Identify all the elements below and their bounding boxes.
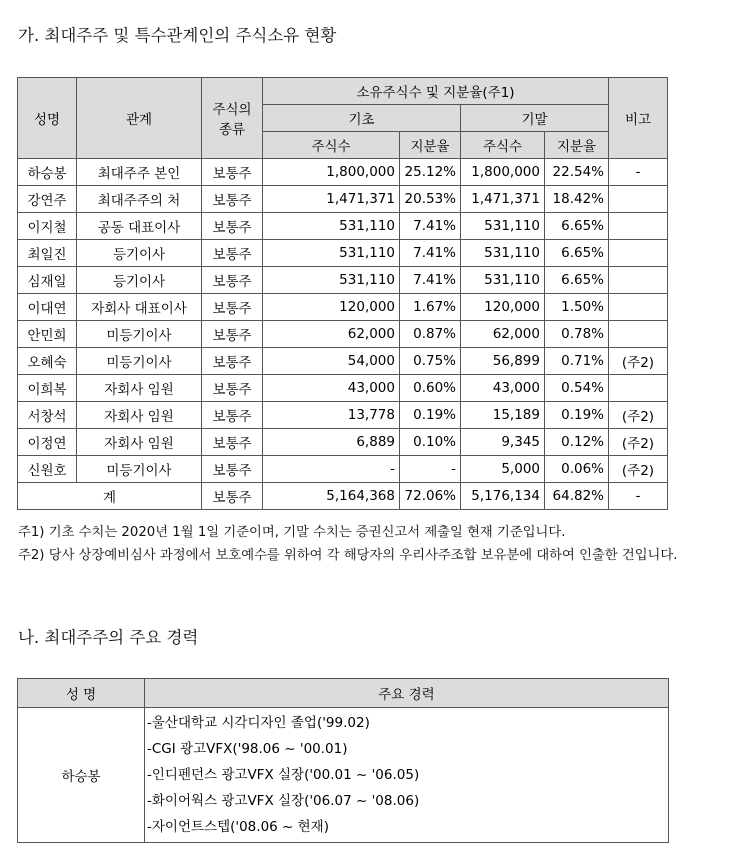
holder-end-shares: 531,110 [461,267,545,294]
holder-begin-shares: 1,471,371 [263,186,400,213]
holder-begin-shares: 120,000 [263,294,400,321]
career-item: -화이어웍스 광고VFX 실장('06.07 ~ '08.06) [147,793,420,809]
holder-end-shares: 9,345 [461,429,545,456]
table-row [18,348,668,375]
holder-begin-ratio: 7.41% [400,267,461,294]
holder-end-shares: 5,000 [461,456,545,483]
holder-begin-ratio: 0.87% [400,321,461,348]
career-table [17,678,669,843]
holder-remark: (주2) [609,456,668,483]
holder-remark [609,294,668,321]
holder-begin-shares: 54,000 [263,348,400,375]
holder-begin-ratio: 0.10% [400,429,461,456]
holder-begin-shares: 531,110 [263,267,400,294]
holder-stock-type: 보통주 [202,240,263,267]
career-row [18,708,669,843]
holder-begin-shares: 531,110 [263,213,400,240]
table-row [18,402,668,429]
holder-stock-type: 보통주 [202,294,263,321]
header-begin-shares: 주식수 [263,132,400,159]
table-row [18,375,668,402]
career-header-name: 성 명 [18,679,145,708]
shareholding-rows [18,159,668,483]
holder-end-shares: 1,800,000 [461,159,545,186]
holder-end-ratio: 18.42% [545,186,609,213]
table-row [18,429,668,456]
header-end-ratio: 지분율 [545,132,609,159]
holder-end-shares: 43,000 [461,375,545,402]
total-begin-ratio: 72.06% [400,483,461,510]
holder-remark [609,267,668,294]
holder-begin-shares: 62,000 [263,321,400,348]
career-item: -인디펜던스 광고VFX 실장('00.01 ~ '06.05) [147,767,420,783]
footnotes [18,521,718,567]
holder-relation: 최대주주의 처 [77,186,202,213]
holder-end-shares: 62,000 [461,321,545,348]
holder-relation: 미등기이사 [77,348,202,375]
holder-end-ratio: 6.65% [545,213,609,240]
holder-relation: 공동 대표이사 [77,213,202,240]
holder-name: 신원호 [18,456,77,483]
holder-name: 이정연 [18,429,77,456]
holder-end-ratio: 6.65% [545,240,609,267]
header-remarks: 비고 [609,78,668,159]
holder-end-shares: 56,899 [461,348,545,375]
holder-end-ratio: 0.54% [545,375,609,402]
holder-relation: 자회사 대표이사 [77,294,202,321]
holder-stock-type: 보통주 [202,348,263,375]
total-label: 계 [18,483,202,510]
header-ending: 기말 [461,105,609,132]
holder-remark: (주2) [609,429,668,456]
holder-end-shares: 15,189 [461,402,545,429]
header-stock-type-line2: 종류 [218,122,246,138]
career-person: 하승봉 [18,708,145,843]
header-beginning: 기초 [263,105,461,132]
table-row [18,186,668,213]
total-end-ratio: 64.82% [545,483,609,510]
holder-name: 강연주 [18,186,77,213]
holder-remark [609,186,668,213]
holder-begin-ratio: - [400,456,461,483]
holder-end-shares: 120,000 [461,294,545,321]
holder-end-ratio: 6.65% [545,267,609,294]
holder-name: 이대연 [18,294,77,321]
table-row [18,267,668,294]
header-name: 성명 [18,78,77,159]
total-type: 보통주 [202,483,263,510]
header-end-shares: 주식수 [461,132,545,159]
holder-name: 이희복 [18,375,77,402]
footnote-2: 주2) 당사 상장예비심사 과정에서 보호예수를 위하여 각 해당자의 우리사주조합 보유분에 대하여 인출한 건입니다. [18,548,678,563]
holder-name: 최일진 [18,240,77,267]
holder-begin-ratio: 0.75% [400,348,461,375]
holder-stock-type: 보통주 [202,375,263,402]
footnote-1: 주1) 기초 수치는 2020년 1월 1일 기준이며, 기말 수치는 증권신고서 제출일 현재 기준입니다. [18,525,566,540]
holder-relation: 자회사 임원 [77,429,202,456]
holder-begin-shares: 531,110 [263,240,400,267]
section-b-title: 나. 최대주주의 주요 경력 [18,628,199,647]
table-row [18,213,668,240]
holder-end-ratio: 0.12% [545,429,609,456]
holder-begin-shares: - [263,456,400,483]
holder-relation: 미등기이사 [77,321,202,348]
holder-begin-ratio: 25.12% [400,159,461,186]
holder-remark [609,321,668,348]
holder-stock-type: 보통주 [202,267,263,294]
holder-begin-shares: 13,778 [263,402,400,429]
holder-stock-type: 보통주 [202,402,263,429]
total-remark: - [609,483,668,510]
header-stock-type-line1: 주식의 [212,102,252,118]
holder-name: 오혜숙 [18,348,77,375]
holder-remark [609,213,668,240]
shareholding-table [17,77,668,510]
holder-stock-type: 보통주 [202,159,263,186]
holder-relation: 등기이사 [77,267,202,294]
holder-end-ratio: 0.71% [545,348,609,375]
header-begin-ratio: 지분율 [400,132,461,159]
header-stock-type [202,78,263,159]
holder-remark: (주2) [609,402,668,429]
holder-stock-type: 보통주 [202,429,263,456]
holder-name: 서창석 [18,402,77,429]
holder-remark [609,375,668,402]
holder-name: 심재일 [18,267,77,294]
holder-begin-ratio: 0.19% [400,402,461,429]
holder-end-ratio: 22.54% [545,159,609,186]
holder-end-ratio: 0.78% [545,321,609,348]
holder-end-shares: 1,471,371 [461,186,545,213]
career-item: -울산대학교 시각디자인 졸업('99.02) [147,715,370,731]
table-row [18,240,668,267]
table-row [18,159,668,186]
table-row [18,321,668,348]
holder-end-ratio: 0.19% [545,402,609,429]
total-begin-shares: 5,164,368 [263,483,400,510]
holder-end-ratio: 1.50% [545,294,609,321]
total-row [18,483,668,510]
holder-stock-type: 보통주 [202,321,263,348]
holder-name: 하승봉 [18,159,77,186]
holder-name: 안민희 [18,321,77,348]
holder-stock-type: 보통주 [202,456,263,483]
table-row [18,294,668,321]
holder-begin-ratio: 1.67% [400,294,461,321]
holder-begin-ratio: 7.41% [400,240,461,267]
holder-end-shares: 531,110 [461,213,545,240]
career-item: -CGI 광고VFX('98.06 ~ '00.01) [147,741,348,757]
holder-relation: 자회사 임원 [77,402,202,429]
holder-begin-shares: 43,000 [263,375,400,402]
holder-begin-shares: 1,800,000 [263,159,400,186]
holder-relation: 최대주주 본인 [77,159,202,186]
career-header-career: 주요 경력 [145,679,669,708]
holder-relation: 미등기이사 [77,456,202,483]
holder-end-ratio: 0.06% [545,456,609,483]
holder-name: 이지철 [18,213,77,240]
total-end-shares: 5,176,134 [461,483,545,510]
header-relation: 관계 [77,78,202,159]
holder-end-shares: 531,110 [461,240,545,267]
holder-stock-type: 보통주 [202,213,263,240]
holder-stock-type: 보통주 [202,186,263,213]
holder-remark: - [609,159,668,186]
holder-begin-ratio: 20.53% [400,186,461,213]
holder-relation: 자회사 임원 [77,375,202,402]
holder-relation: 등기이사 [77,240,202,267]
table-row [18,456,668,483]
header-holdings-group: 소유주식수 및 지분율(주1) [263,78,609,105]
section-a-title: 가. 최대주주 및 특수관계인의 주식소유 현황 [18,26,337,45]
holder-begin-ratio: 0.60% [400,375,461,402]
career-list [145,708,669,843]
holder-begin-ratio: 7.41% [400,213,461,240]
holder-remark: (주2) [609,348,668,375]
holder-begin-shares: 6,889 [263,429,400,456]
holder-remark [609,240,668,267]
career-item: -자이언트스텝('08.06 ~ 현재) [147,819,329,835]
